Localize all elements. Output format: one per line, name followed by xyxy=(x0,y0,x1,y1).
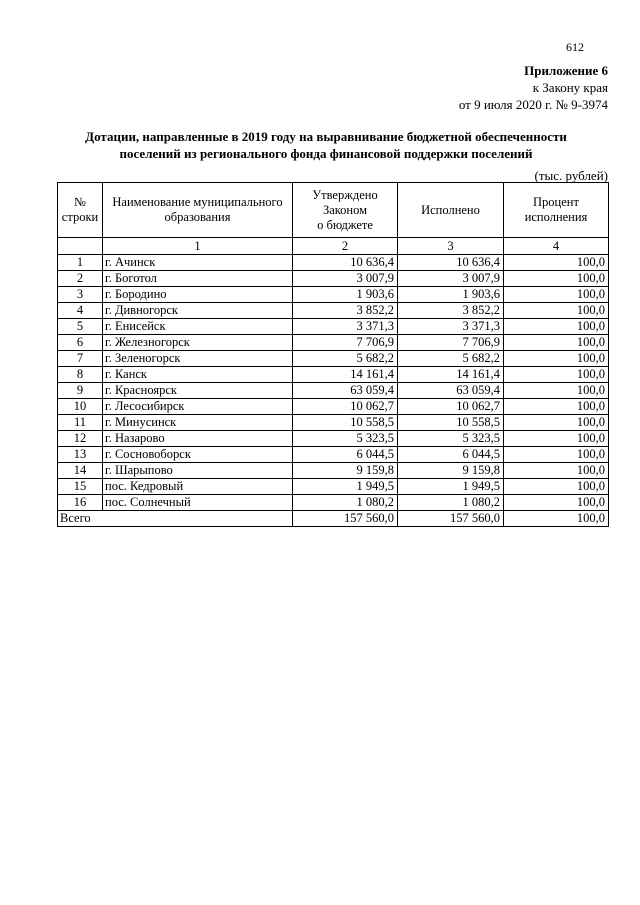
total-percent: 100,0 xyxy=(504,511,609,527)
row-percent: 100,0 xyxy=(504,271,609,287)
table-row xyxy=(58,431,609,447)
row-approved: 3 852,2 xyxy=(293,303,398,319)
row-number: 15 xyxy=(58,479,103,495)
column-numbers-row xyxy=(58,238,609,255)
col-number: 3 xyxy=(398,238,504,255)
table-row xyxy=(58,335,609,351)
row-percent: 100,0 xyxy=(504,367,609,383)
table-row xyxy=(58,271,609,287)
col-number: 1 xyxy=(103,238,293,255)
row-percent: 100,0 xyxy=(504,335,609,351)
row-percent: 100,0 xyxy=(504,463,609,479)
row-name: г. Сосновоборск xyxy=(103,447,293,463)
row-approved: 14 161,4 xyxy=(293,367,398,383)
table-row xyxy=(58,447,609,463)
header-percent: Процент исполнения xyxy=(504,183,609,238)
table-row xyxy=(58,415,609,431)
row-approved: 1 903,6 xyxy=(293,287,398,303)
row-number: 2 xyxy=(58,271,103,287)
table-row xyxy=(58,287,609,303)
col-number-empty xyxy=(58,238,103,255)
table-row xyxy=(58,367,609,383)
row-executed: 3 007,9 xyxy=(398,271,504,287)
row-number: 11 xyxy=(58,415,103,431)
row-approved: 3 371,3 xyxy=(293,319,398,335)
table-row xyxy=(58,303,609,319)
row-percent: 100,0 xyxy=(504,383,609,399)
row-approved: 9 159,8 xyxy=(293,463,398,479)
row-number: 8 xyxy=(58,367,103,383)
appendix-line1: к Закону края xyxy=(532,80,608,95)
row-number: 1 xyxy=(58,255,103,271)
row-approved: 10 062,7 xyxy=(293,399,398,415)
row-percent: 100,0 xyxy=(504,255,609,271)
header-approved: Утверждено Законом о бюджете xyxy=(293,183,398,238)
row-name: пос. Кедровый xyxy=(103,479,293,495)
table-row xyxy=(58,255,609,271)
row-number: 16 xyxy=(58,495,103,511)
row-approved: 10 558,5 xyxy=(293,415,398,431)
total-row xyxy=(58,511,609,527)
row-approved: 1 949,5 xyxy=(293,479,398,495)
row-number: 7 xyxy=(58,351,103,367)
row-executed: 9 159,8 xyxy=(398,463,504,479)
row-number: 13 xyxy=(58,447,103,463)
page-number: 612 xyxy=(566,40,584,54)
row-approved: 1 080,2 xyxy=(293,495,398,511)
row-name: г. Енисейск xyxy=(103,319,293,335)
row-name: г. Шарыпово xyxy=(103,463,293,479)
table-row xyxy=(58,479,609,495)
row-executed: 6 044,5 xyxy=(398,447,504,463)
row-percent: 100,0 xyxy=(504,447,609,463)
header-executed: Исполнено xyxy=(398,183,504,238)
row-executed: 14 161,4 xyxy=(398,367,504,383)
row-percent: 100,0 xyxy=(504,495,609,511)
total-executed: 157 560,0 xyxy=(398,511,504,527)
row-percent: 100,0 xyxy=(504,319,609,335)
row-executed: 1 949,5 xyxy=(398,479,504,495)
table-row xyxy=(58,319,609,335)
appendix-title: Приложение 6 xyxy=(524,63,608,78)
total-approved: 157 560,0 xyxy=(293,511,398,527)
row-name: пос. Солнечный xyxy=(103,495,293,511)
col-number: 2 xyxy=(293,238,398,255)
table-row xyxy=(58,351,609,367)
row-approved: 63 059,4 xyxy=(293,383,398,399)
table-row xyxy=(58,383,609,399)
row-number: 5 xyxy=(58,319,103,335)
row-approved: 3 007,9 xyxy=(293,271,398,287)
col-number: 4 xyxy=(504,238,609,255)
row-number: 10 xyxy=(58,399,103,415)
row-percent: 100,0 xyxy=(504,399,609,415)
row-number: 9 xyxy=(58,383,103,399)
table-row xyxy=(58,399,609,415)
row-number: 12 xyxy=(58,431,103,447)
row-name: г. Лесосибирск xyxy=(103,399,293,415)
row-executed: 3 371,3 xyxy=(398,319,504,335)
row-name: г. Назарово xyxy=(103,431,293,447)
header-name: Наименование муниципального образования xyxy=(103,183,293,238)
table-row xyxy=(58,463,609,479)
total-label: Всего xyxy=(58,511,293,527)
row-percent: 100,0 xyxy=(504,351,609,367)
row-name: г. Дивногорск xyxy=(103,303,293,319)
row-name: г. Красноярск xyxy=(103,383,293,399)
row-number: 6 xyxy=(58,335,103,351)
row-name: г. Зеленогорск xyxy=(103,351,293,367)
row-name: г. Бородино xyxy=(103,287,293,303)
row-executed: 10 636,4 xyxy=(398,255,504,271)
document-title xyxy=(40,128,612,162)
table-row xyxy=(58,495,609,511)
row-name: г. Железногорск xyxy=(103,335,293,351)
row-number: 3 xyxy=(58,287,103,303)
row-number: 14 xyxy=(58,463,103,479)
row-executed: 10 062,7 xyxy=(398,399,504,415)
header-num: № строки xyxy=(58,183,103,238)
row-approved: 7 706,9 xyxy=(293,335,398,351)
row-percent: 100,0 xyxy=(504,415,609,431)
row-percent: 100,0 xyxy=(504,303,609,319)
row-executed: 7 706,9 xyxy=(398,335,504,351)
row-percent: 100,0 xyxy=(504,287,609,303)
row-executed: 1 080,2 xyxy=(398,495,504,511)
row-approved: 10 636,4 xyxy=(293,255,398,271)
appendix-line2: от 9 июля 2020 г. № 9-3974 xyxy=(458,97,608,112)
row-approved: 6 044,5 xyxy=(293,447,398,463)
row-percent: 100,0 xyxy=(504,431,609,447)
row-executed: 10 558,5 xyxy=(398,415,504,431)
row-approved: 5 323,5 xyxy=(293,431,398,447)
row-executed: 1 903,6 xyxy=(398,287,504,303)
row-percent: 100,0 xyxy=(504,479,609,495)
row-name: г. Ачинск xyxy=(103,255,293,271)
row-name: г. Боготол xyxy=(103,271,293,287)
row-name: г. Канск xyxy=(103,367,293,383)
row-executed: 3 852,2 xyxy=(398,303,504,319)
row-name: г. Минусинск xyxy=(103,415,293,431)
row-executed: 63 059,4 xyxy=(398,383,504,399)
row-executed: 5 323,5 xyxy=(398,431,504,447)
title-line2: поселений из регионального фонда финансовой поддержки поселений xyxy=(119,146,533,161)
row-executed: 5 682,2 xyxy=(398,351,504,367)
row-approved: 5 682,2 xyxy=(293,351,398,367)
subsidy-table xyxy=(57,182,609,527)
title-line1: Дотации, направленные в 2019 году на выравнивание бюджетной обеспеченности xyxy=(85,129,567,144)
row-number: 4 xyxy=(58,303,103,319)
units-label: (тыс. рублей) xyxy=(534,168,608,183)
appendix-block xyxy=(459,62,608,113)
